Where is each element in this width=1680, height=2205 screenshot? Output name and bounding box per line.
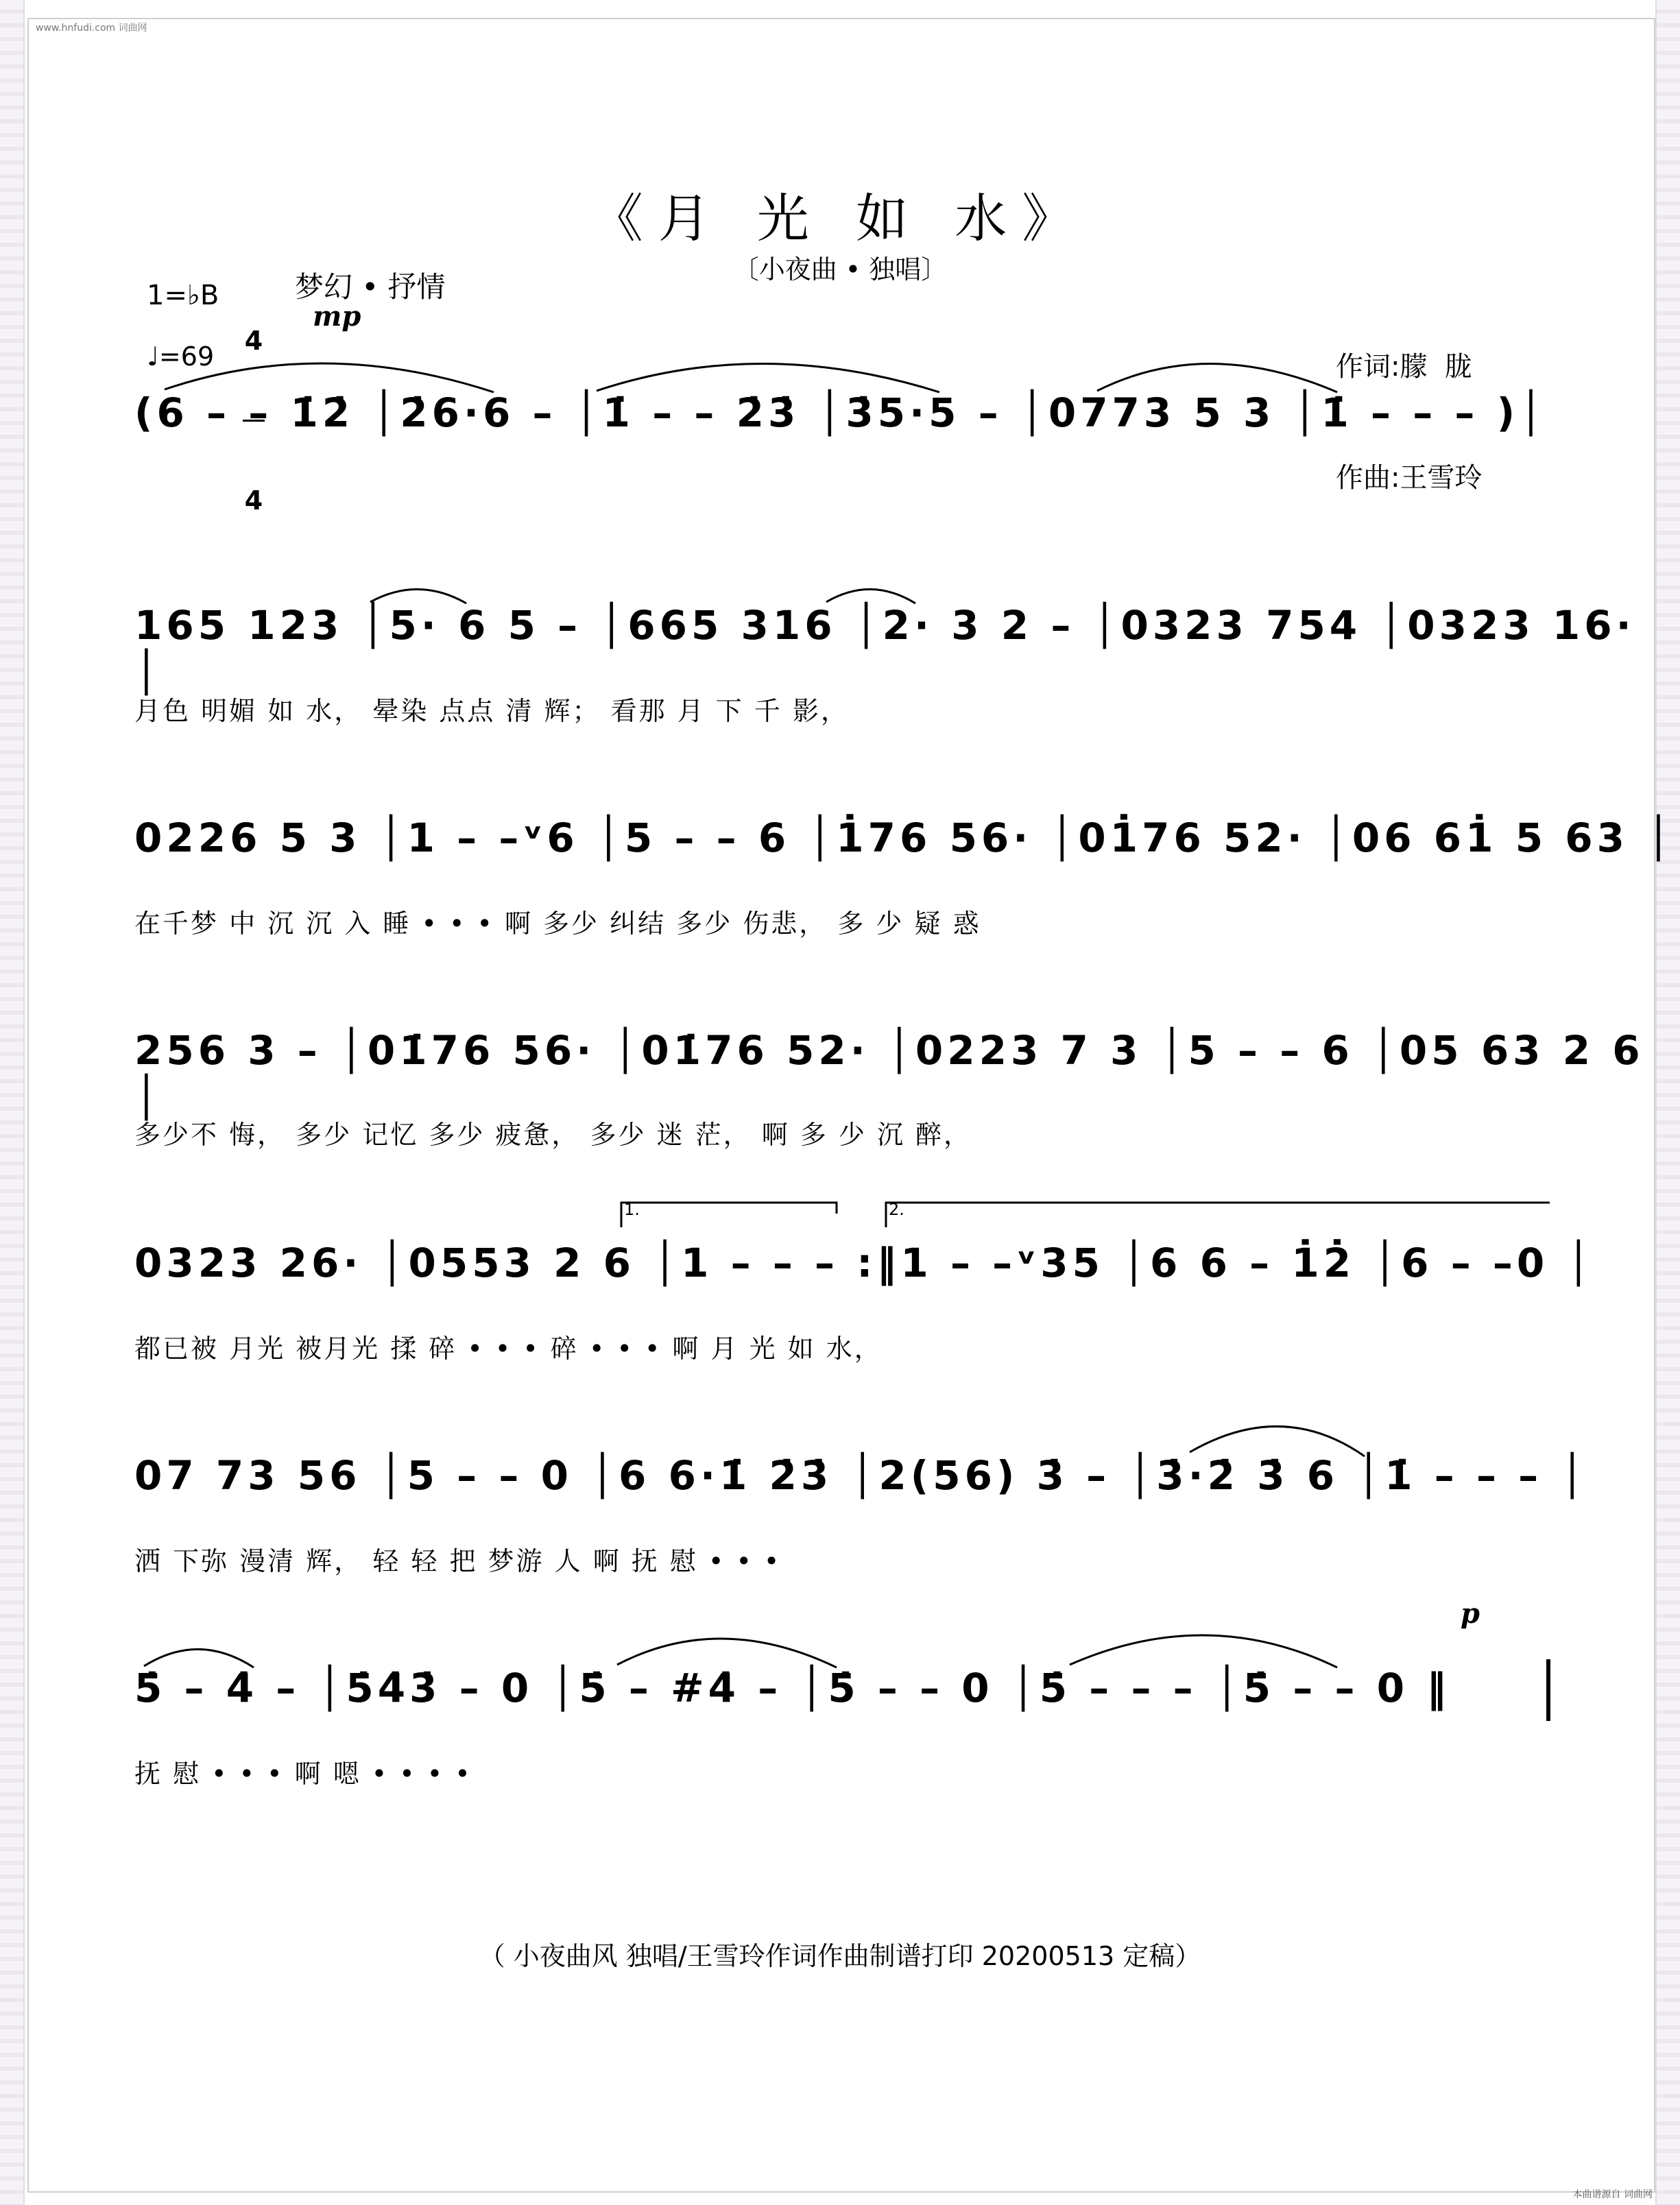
footer-note: （ 小夜曲风 独唱/王雪玲作词作曲制谱打印 20200513 定稿） <box>479 1941 1201 1971</box>
lyric-row-5: 洒 下弥 漫清 辉， 轻 轻 把 梦游 人 啊 抚 慰 • • • <box>134 1546 782 1576</box>
volta-first-label: 1. <box>624 1200 640 1219</box>
score-row-3: 256 3 – │01̇76 56· │01̇76 52· │0223 7 3 │5 – – 6 │05 63 2 6 │ <box>134 1027 1644 1120</box>
score-row-1: 165 123 │5· 6 5 – │665 316 │2· 3 2 – │0323 754 │0323 16· │ <box>134 602 1635 695</box>
time-signature-top: 4 <box>244 326 263 356</box>
lyric-row-3: 多少不 悔， 多少 记忆 多少 疲惫， 多少 迷 茫， 啊 多 少 沉 醉， <box>134 1120 972 1150</box>
score-row-6: 5̇ – 4̇ – │5̇4̇3̇ – 0 │5̇ – #4̇ – │5̇ – – 0 │5̇ – – – │5̇ – – 0 ‖ <box>134 1665 1451 1711</box>
volta-first-bracket <box>621 1203 837 1227</box>
tempo-marking: ♩=69 <box>147 341 215 372</box>
slur <box>1097 363 1337 392</box>
volta-brackets <box>621 1203 1550 1227</box>
song-title: 《月 光 如 水》 <box>590 188 1090 249</box>
slur <box>597 363 939 392</box>
song-subtitle: 〔小夜曲 • 独唱〕 <box>732 254 948 285</box>
lyricist-credit: 作词:朦 胧 <box>1336 351 1472 383</box>
slur <box>370 589 466 603</box>
slur <box>826 589 915 603</box>
dynamic-mp: mp <box>313 300 361 333</box>
lyric-row-2: 在千梦 中 沉 沉 入 睡 • • • 啊 多少 纠结 多少 伤悲， 多 少 疑 惑 <box>134 908 981 939</box>
slur <box>144 1649 254 1667</box>
dynamic-p: p <box>1461 1598 1480 1630</box>
volta-second-bracket <box>886 1203 1550 1227</box>
slur <box>165 363 494 392</box>
lyric-row-6: 抚 慰 • • • 啊 嗯 • • • • <box>134 1759 472 1789</box>
site-watermark: www.hnfudi.com 词曲网 <box>36 23 147 34</box>
slur-marks <box>144 363 1365 1667</box>
key-signature: 1=♭B <box>147 280 219 311</box>
lyric-row-4: 都已被 月光 被月光 揉 碎 • • • 碎 • • • 啊 月 光 如 水， <box>134 1334 883 1364</box>
lyric-row-1: 月色 明媚 如 水， 晕染 点点 清 辉； 看那 月 下 千 影， <box>134 696 849 726</box>
score-row-2: 0226 5 3 │1 – –ᵛ6 │5 – – 6 │1̇76 56· │01̇76 52· │06 61̇ 5 63 │ <box>134 815 1675 861</box>
source-tag: 本曲谱源自 词曲网 <box>1572 2189 1653 2200</box>
slur <box>617 1639 837 1667</box>
score-row-intro: (6 – – 1̇2̇ │2̇6·6 – │1̇ – – 2̇3̇ │3̇5·5 – │0773 5 3 │1̇ – – – )│ <box>134 389 1548 436</box>
score-row-5: 07 73 56 │5 – – 0 │6 6·1̇ 2̇3̇ │2(56) 3̇ – │3̇·2̇ 3̇ 6 │1̇ – – – │ <box>134 1452 1589 1499</box>
composer-credit: 作曲:王雪玲 <box>1336 462 1483 494</box>
slur <box>1070 1635 1337 1667</box>
slur <box>1190 1426 1365 1456</box>
volta-second-label: 2. <box>889 1200 904 1219</box>
time-signature-bottom: 4 <box>244 485 263 516</box>
score-row-4: 0323 26· │0553 2 6 │1 – – – :‖1 – –ᵛ35 │6 6 – 1̇2̇ │6 – –0 │ <box>134 1240 1595 1286</box>
style-marking: 梦幻 • 抒情 <box>295 270 446 304</box>
